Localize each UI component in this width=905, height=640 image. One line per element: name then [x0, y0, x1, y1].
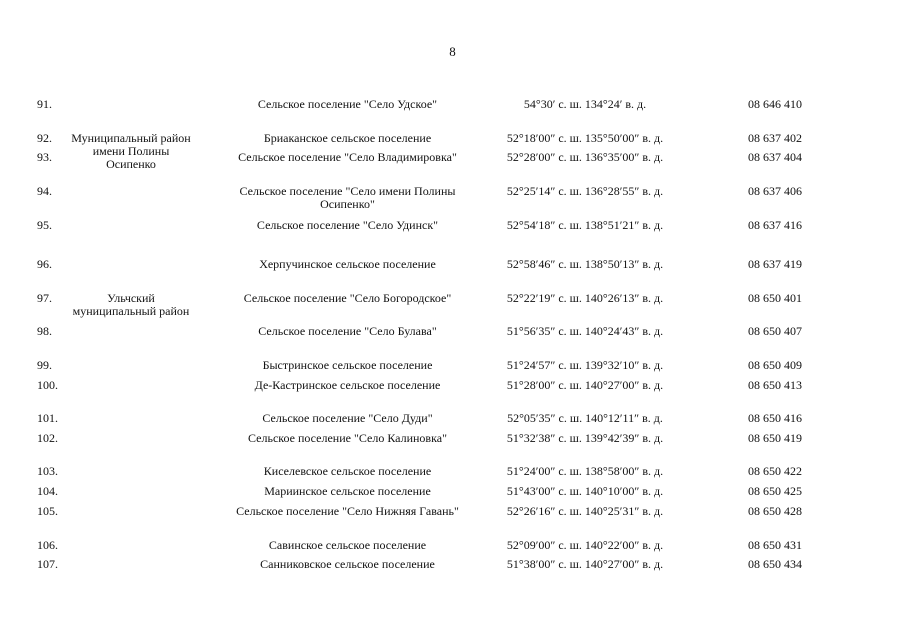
settlement-name: Сельское поселение "Село Удское" — [257, 97, 438, 111]
oktmo-code: 08 637 416 — [748, 218, 802, 232]
oktmo-code: 08 650 422 — [748, 464, 802, 478]
oktmo-code: 08 650 409 — [748, 358, 802, 372]
coordinates: 52°26′16″ с. ш. 140°25′31″ в. д. — [506, 504, 664, 518]
coordinates: 52°22′19″ с. ш. 140°26′13″ в. д. — [506, 291, 664, 305]
coordinates: 52°54′18″ с. ш. 138°51′21″ в. д. — [506, 218, 664, 232]
settlement-name: Сельское поселение "Село Владимировка" — [238, 150, 457, 164]
district-osipenko: Муниципальный район имени Полины Осипенко — [71, 131, 191, 171]
coordinates: 51°56′35″ с. ш. 140°24′43″ в. д. — [506, 324, 664, 338]
settlement-name: Сельское поселение "Село Удинск" — [256, 218, 439, 232]
oktmo-code: 08 646 410 — [748, 97, 802, 111]
coordinates: 51°24′57″ с. ш. 139°32′10″ в. д. — [506, 358, 664, 372]
coordinates: 52°18′00″ с. ш. 135°50′00″ в. д. — [506, 131, 664, 145]
settlement-name: Де-Кастринское сельское поселение — [254, 378, 441, 392]
row-number: 97. — [37, 291, 52, 305]
oktmo-code: 08 650 413 — [748, 378, 802, 392]
oktmo-code: 08 650 401 — [748, 291, 802, 305]
oktmo-code: 08 650 431 — [748, 538, 802, 552]
oktmo-code: 08 650 428 — [748, 504, 802, 518]
settlement-name: Сельское поселение "Село Нижняя Гавань" — [236, 504, 459, 518]
row-number: 99. — [37, 358, 52, 372]
row-number: 104. — [37, 484, 58, 498]
coordinates: 52°58′46″ с. ш. 138°50′13″ в. д. — [506, 257, 664, 271]
row-number: 106. — [37, 538, 58, 552]
settlement-name: Херпучинское сельское поселение — [259, 257, 436, 271]
coordinates: 52°25′14″ с. ш. 136°28′55″ в. д. — [506, 184, 664, 198]
settlement-name: Сельское поселение "Село Дуди" — [262, 411, 433, 425]
settlement-name: Киселевское сельское поселение — [263, 464, 432, 478]
row-number: 94. — [37, 184, 52, 198]
row-number: 98. — [37, 324, 52, 338]
oktmo-code: 08 637 404 — [748, 150, 802, 164]
coordinates: 51°32′38″ с. ш. 139°42′39″ в. д. — [506, 431, 664, 445]
settlement-name: Сельское поселение "Село имени Полины Осипенко" — [239, 184, 456, 211]
settlement-name: Савинское сельское поселение — [268, 538, 427, 552]
oktmo-code: 08 650 425 — [748, 484, 802, 498]
settlement-name: Мариинское сельское поселение — [264, 484, 431, 498]
coordinates: 52°09′00″ с. ш. 140°22′00″ в. д. — [506, 538, 664, 552]
settlement-name: Бриаканское сельское поселение — [263, 131, 432, 145]
oktmo-code: 08 650 416 — [748, 411, 802, 425]
row-number: 100. — [37, 378, 58, 392]
coordinates: 51°28′00″ с. ш. 140°27′00″ в. д. — [506, 378, 664, 392]
coordinates: 51°24′00″ с. ш. 138°58′00″ в. д. — [506, 464, 664, 478]
settlement-name: Быстринское сельское поселение — [262, 358, 433, 372]
settlement-name: Сельское поселение "Село Булава" — [258, 324, 437, 338]
district-ulchsky: Ульчский муниципальный район — [72, 291, 190, 318]
coordinates: 51°38′00″ с. ш. 140°27′00″ в. д. — [506, 557, 664, 571]
row-number: 103. — [37, 464, 58, 478]
row-number: 102. — [37, 431, 58, 445]
coordinates: 52°28′00″ с. ш. 136°35′00″ в. д. — [506, 150, 664, 164]
oktmo-code: 08 650 419 — [748, 431, 802, 445]
oktmo-code: 08 637 419 — [748, 257, 802, 271]
page-number: 8 — [449, 44, 456, 59]
row-number: 95. — [37, 218, 52, 232]
row-number: 105. — [37, 504, 58, 518]
coordinates: 51°43′00″ с. ш. 140°10′00″ в. д. — [506, 484, 664, 498]
row-number: 101. — [37, 411, 58, 425]
settlement-name: Сельское поселение "Село Калиновка" — [248, 431, 447, 445]
coordinates: 54°30′ с. ш. 134°24′ в. д. — [523, 97, 647, 111]
oktmo-code: 08 637 406 — [748, 184, 802, 198]
row-number: 91. — [37, 97, 52, 111]
settlement-name: Сельское поселение "Село Богородское" — [243, 291, 452, 305]
settlement-name: Санниковское сельское поселение — [260, 557, 435, 571]
row-number: 93. — [37, 150, 52, 164]
row-number: 96. — [37, 257, 52, 271]
row-number: 107. — [37, 557, 58, 571]
coordinates: 52°05′35″ с. ш. 140°12′11″ в. д. — [507, 411, 663, 425]
oktmo-code: 08 650 434 — [748, 557, 802, 571]
oktmo-code: 08 650 407 — [748, 324, 802, 338]
row-number: 92. — [37, 131, 52, 145]
oktmo-code: 08 637 402 — [748, 131, 802, 145]
